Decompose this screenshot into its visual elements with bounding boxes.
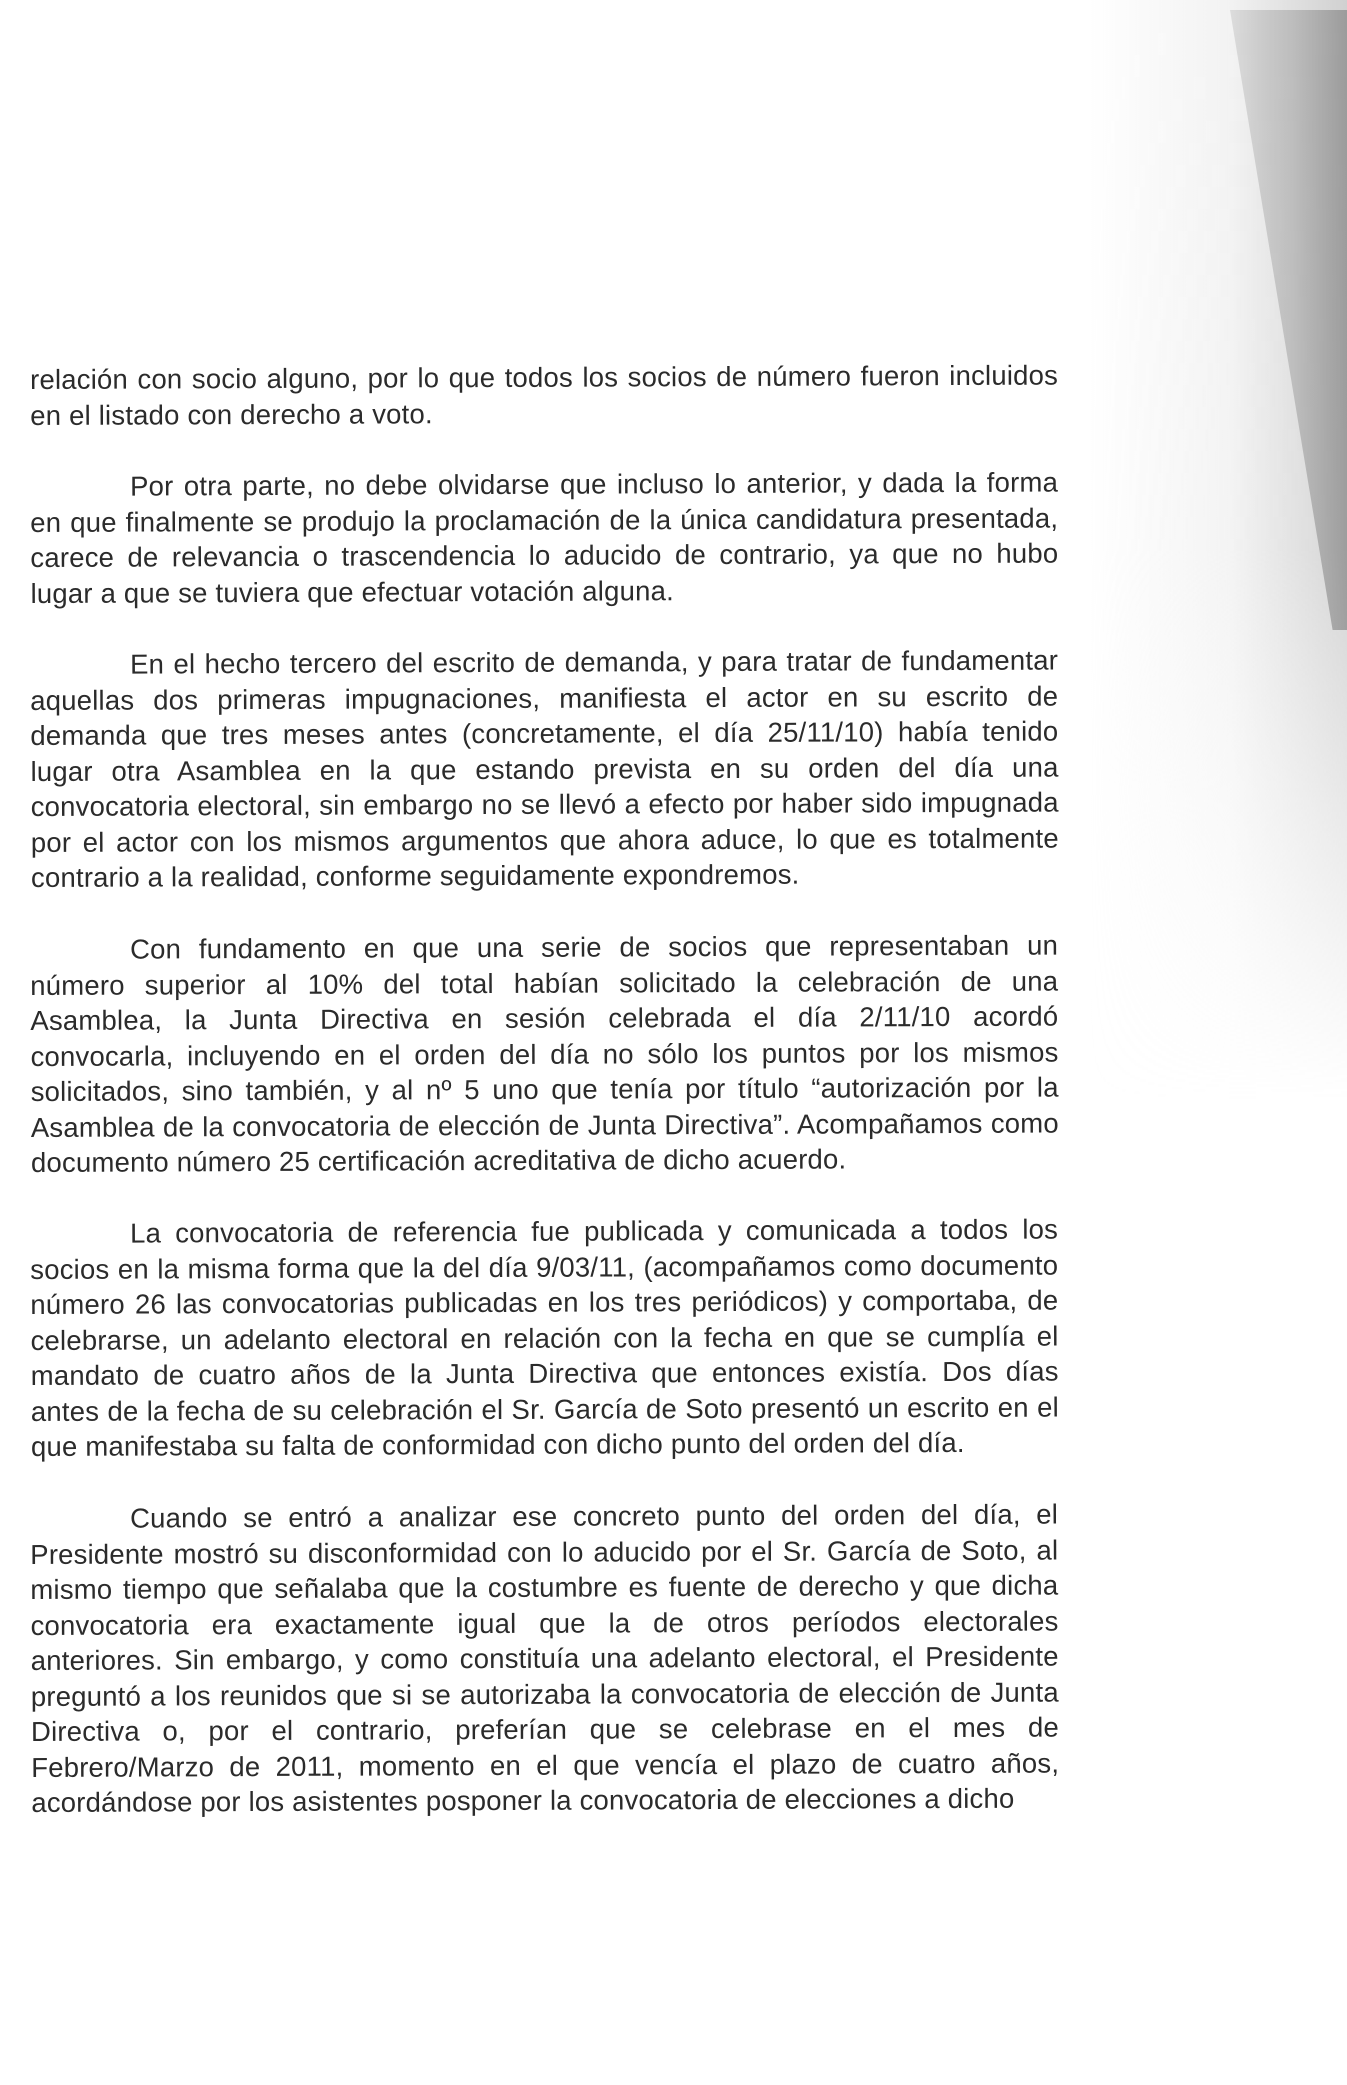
paragraph-1: relación con socio alguno, por lo que todos los socios de número fueron incluidos en el listado con derecho a voto. (30, 359, 1059, 431)
paragraph-3: En el hecho tercero del escrito de demanda, y para tratar de fundamentar aquellas dos primeras impugnaciones, manifiesta el actor en su escrito de demanda que tres meses antes (concretamente, el día 25/11/10) había tenido lugar otra Asamblea en la que estando prevista en su orden del día una convocatoria electoral, sin embargo no se llevó a efecto por haber sido impugnada por el actor con los mismos argumentos que ahora aduce, lo que es totalmente contrario a la realidad, conforme seguidamente expondremos. (30, 644, 1059, 893)
paragraph-2: Por otra parte, no debe olvidarse que incluso lo anterior, y dada la forma en que finalmente se produjo la proclamación de la única candidatura presentada, carece de relevancia o trascendencia lo aducido de contrario, ya que no hubo lugar a que se tuviera que efectuar votación alguna. (30, 466, 1059, 609)
scan-shadow (1087, 0, 1347, 1100)
paragraph-5: La convocatoria de referencia fue publicada y comunicada a todos los socios en la misma forma que la del día 9/03/11, (acompañamos como documento número 26 las convocatorias publicadas en los tres periódicos) y comportaba, de celebrarse, un adelanto electoral en relación con la fecha en que se cumplía el mandato de cuatro años de la Junta Directiva que entonces existía. Dos días antes de la fecha de su celebración el Sr. García de Soto presentó un escrito en el que manifestaba su falta de conformidad con dicho punto del orden del día. (30, 1213, 1059, 1462)
scan-streak (1167, 10, 1347, 630)
paragraph-4: Con fundamento en que una serie de socios que representaban un número superior al 10% del total habían solicitado la celebración de una Asamblea, la Junta Directiva en sesión celebrada el día 2/11/10 acordó convocarla, incluyendo en el orden del día no sólo los puntos por los mismos solicitados, sino también, y al nº 5 uno que tenía por título “autorización por la Asamblea de la convocatoria de elección de Junta Directiva”. Acompañamos como documento número 25 certificación acreditativa de dicho acuerdo. (30, 929, 1059, 1178)
document-page (30, 359, 1060, 1856)
paragraph-6: Cuando se entró a analizar ese concreto punto del orden del día, el Presidente mostró su disconformidad con lo aducido por el Sr. García de Soto, al mismo tiempo que señalaba que la costumbre es fuente de derecho y que dicha convocatoria era exactamente igual que la de otros períodos electorales anteriores. Sin embargo, y como constituía una adelanto electoral, el Presidente preguntó a los reunidos que si se autorizaba la convocatoria de elección de Junta Directiva o, por el contrario, preferían que se celebrase en el mes de Febrero/Marzo de 2011, momento en el que vencía el plazo de cuatro años, acordándose por los asistentes posponer la convocatoria de elecciones a dicho (30, 1498, 1060, 1818)
